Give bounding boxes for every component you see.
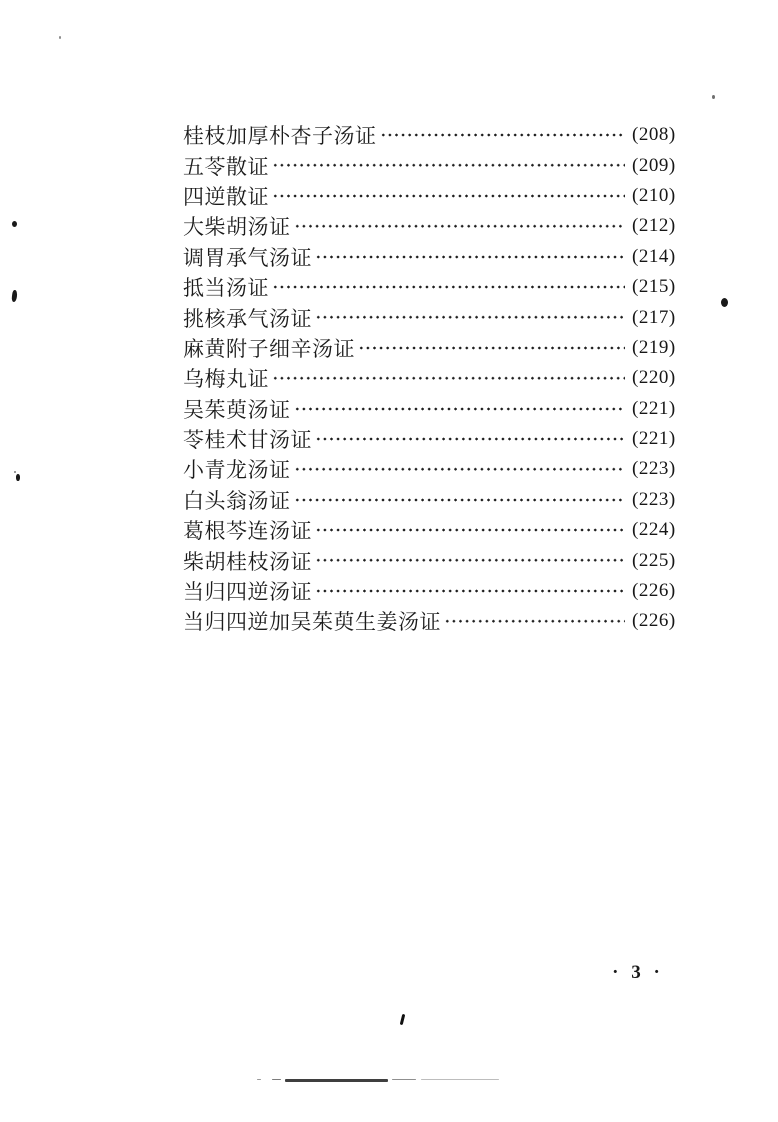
- toc-list: [183, 120, 695, 637]
- toc-entry-title: 麻黄附子细辛汤证: [183, 336, 355, 361]
- dot-leader: [315, 242, 625, 272]
- scan-line-artifact: [272, 1079, 281, 1080]
- toc-entry-title: 小青龙汤证: [183, 458, 291, 483]
- dot-leader: [294, 394, 626, 424]
- toc-entry-page: (215): [632, 276, 676, 298]
- toc-entry-title: 调胃承气汤证: [183, 245, 312, 270]
- toc-entry-title: 大柴胡汤证: [183, 215, 291, 240]
- dot-leader: [294, 485, 626, 515]
- dot-leader: [272, 272, 625, 302]
- toc-entry-title: 柴胡桂枝汤证: [183, 549, 312, 574]
- toc-entry-title: 五苓散证: [183, 154, 269, 179]
- toc-entry-page: (210): [632, 184, 676, 206]
- toc-entry-page: (217): [632, 306, 676, 328]
- toc-entry-title: 挑核承气汤证: [183, 306, 312, 331]
- toc-entry-page: (208): [632, 124, 676, 146]
- toc-entry-title: 苓桂术甘汤证: [183, 428, 312, 453]
- toc-entry-page: (219): [632, 336, 676, 358]
- toc-entry-title: 吴茱萸汤证: [183, 397, 291, 422]
- scan-speck: [11, 290, 18, 303]
- toc-entry-page: (220): [632, 367, 676, 389]
- scan-speck: [721, 298, 728, 307]
- scan-line-artifact: [257, 1079, 261, 1080]
- toc-entry-page: (214): [632, 245, 676, 267]
- scan-speck: [16, 474, 20, 481]
- toc-entry: [183, 606, 695, 636]
- toc-entry-page: (226): [632, 580, 676, 602]
- toc-entry-title: 当归四逆加吴茱萸生姜汤证: [183, 610, 441, 635]
- toc-entry-title: 葛根芩连汤证: [183, 519, 312, 544]
- dot-leader: [315, 302, 625, 332]
- dot-leader: [294, 454, 626, 484]
- toc-entry: [183, 363, 695, 393]
- toc-entry: [183, 302, 695, 332]
- dot-leader: [272, 363, 625, 393]
- toc-entry-page: (224): [632, 519, 676, 541]
- toc-entry-title: 乌梅丸证: [183, 367, 269, 392]
- scan-line-artifact: [421, 1079, 499, 1080]
- toc-entry-page: (221): [632, 428, 676, 450]
- toc-entry-title: 抵当汤证: [183, 276, 269, 301]
- toc-entry: [183, 545, 695, 575]
- dot-leader: [380, 120, 626, 150]
- toc-entry: [183, 242, 695, 272]
- toc-entry-title: 桂枝加厚朴杏子汤证: [183, 124, 377, 149]
- scan-speck: [59, 36, 61, 39]
- toc-entry-page: (226): [632, 610, 676, 632]
- toc-entry: [183, 150, 695, 180]
- dot-leader: [315, 424, 625, 454]
- dot-leader: [272, 181, 625, 211]
- dot-leader: [358, 333, 625, 363]
- dot-leader: [272, 150, 625, 180]
- scan-speck: [712, 95, 715, 99]
- toc-entry: [183, 576, 695, 606]
- toc-entry-title: 当归四逆汤证: [183, 580, 312, 605]
- toc-entry-page: (212): [632, 215, 676, 237]
- toc-entry: [183, 211, 695, 241]
- dot-leader: [444, 606, 625, 636]
- toc-entry-page: (209): [632, 154, 676, 176]
- scan-line-artifact: [392, 1079, 416, 1080]
- toc-entry: [183, 394, 695, 424]
- toc-entry: [183, 272, 695, 302]
- toc-entry: [183, 120, 695, 150]
- toc-entry-page: (223): [632, 458, 676, 480]
- scan-speck: [14, 471, 16, 473]
- toc-entry-title: 四逆散证: [183, 184, 269, 209]
- dot-leader: [315, 545, 625, 575]
- toc-entry: [183, 485, 695, 515]
- toc-entry-page: (221): [632, 397, 676, 419]
- toc-entry-page: (223): [632, 488, 676, 510]
- dot-leader: [294, 211, 626, 241]
- dot-leader: [315, 515, 625, 545]
- toc-entry: [183, 333, 695, 363]
- scan-stroke-mark: [400, 1014, 406, 1025]
- toc-entry: [183, 181, 695, 211]
- scan-line-artifact: [285, 1079, 388, 1082]
- toc-entry: [183, 424, 695, 454]
- footer-page-number: · 3 ·: [612, 962, 664, 983]
- toc-entry: [183, 515, 695, 545]
- toc-entry-title: 白头翁汤证: [183, 488, 291, 513]
- toc-entry: [183, 454, 695, 484]
- dot-leader: [315, 576, 625, 606]
- toc-entry-page: (225): [632, 549, 676, 571]
- scan-speck: [12, 221, 17, 227]
